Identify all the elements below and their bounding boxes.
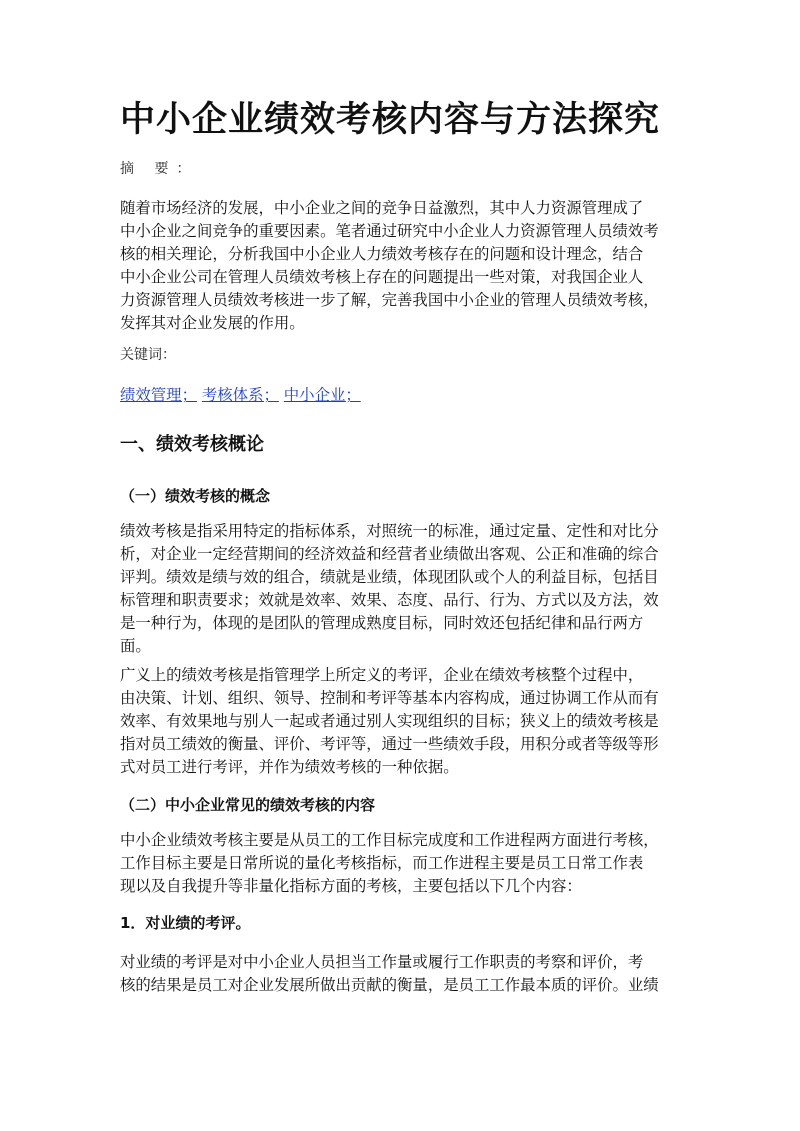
text-line: 标管理和职责要求；效就是效率、效果、态度、品行、行为、方式以及方法，效	[120, 591, 659, 609]
text-line: 式对员工进行考评，并作为绩效考核的一种依据。	[120, 758, 459, 776]
broad-definition-paragraph	[120, 664, 682, 779]
text-line: 中小企业绩效考核主要是从员工的工作目标完成度和工作进程两方面进行考核，	[120, 831, 659, 849]
keyword-separator: ；	[181, 386, 197, 404]
keyword-separator: ；	[263, 386, 279, 404]
keyword-link[interactable]: 中小企业	[283, 386, 346, 404]
performance-paragraph	[120, 951, 682, 997]
text-line: 广义上的绩效考核是指管理学上所定义的考评，企业在绩效考核整个过程中，	[120, 666, 644, 684]
content-paragraph	[120, 829, 682, 898]
text-line: 核的结果是员工对企业发展所做出贡献的衡量，是员工工作最本质的评价。业绩	[120, 976, 659, 994]
keywords-label: 关键词：	[120, 347, 176, 363]
text-line: 工作目标主要是日常所说的量化考核指标，而工作进程主要是员工日常工作表	[120, 854, 644, 872]
abstract-paragraph	[120, 197, 682, 335]
text-line: 面。	[120, 637, 151, 655]
keyword-link[interactable]: 考核体系	[201, 386, 264, 404]
text-line: 中小企业之间竞争的重要因素。笔者通过研究中小企业人力资源管理人员绩效考	[120, 222, 659, 240]
text-line: 中小企业公司在管理人员绩效考核上存在的问题提出一些对策，对我国企业人	[120, 268, 644, 286]
text-line: 析，对企业一定经营期间的经济效益和经营者业绩做出客观、公正和准确的综合	[120, 545, 659, 563]
keyword-link[interactable]: 绩效管理	[120, 386, 182, 404]
text-line: 是一种行为，体现的是团队的管理成熟度目标，同时效还包括纪律和品行两方	[120, 614, 644, 632]
section-heading: 一、绩效考核概论	[120, 434, 264, 455]
keyword-separator: ；	[345, 386, 361, 404]
text-line: 对业绩的考评是对中小企业人员担当工作量或履行工作职责的考察和评价，考	[120, 953, 644, 971]
abstract-label: 摘 要：	[120, 161, 199, 177]
keywords-list	[120, 383, 361, 405]
text-line: 评判。绩效是绩与效的组合，绩就是业绩，体现团队或个人的利益目标，包括目	[120, 568, 659, 586]
text-line: 现以及自我提升等非量化指标方面的考核，主要包括以下几个内容：	[120, 877, 582, 895]
text-line: 随着市场经济的发展，中小企业之间的竞争日益激烈，其中人力资源管理成了	[120, 199, 644, 217]
page-title: 中小企业绩效考核内容与方法探究	[120, 100, 661, 140]
text-line: 核的相关理论，分析我国中小企业人力绩效考核存在的问题和设计理念，结合	[120, 245, 644, 263]
text-line: 指对员工绩效的衡量、评价、考评等，通过一些绩效手段，用积分或者等级等形	[120, 735, 659, 753]
text-line: 由决策、计划、组织、领导、控制和考评等基本内容构成，通过协调工作从而有	[120, 689, 659, 707]
item-heading: 1．对业绩的考评。	[120, 914, 251, 932]
subsection-heading: （一）绩效考核的概念	[120, 487, 271, 505]
text-line: 效率、有效果地与别人一起或者通过别人实现组织的目标；狭义上的绩效考核是	[120, 712, 659, 730]
subsection-heading: （二）中小企业常见的绩效考核的内容	[120, 796, 376, 814]
text-line: 力资源管理人员绩效考核进一步了解，完善我国中小企业的管理人员绩效考核，	[120, 291, 659, 309]
text-line: 绩效考核是指采用特定的指标体系，对照统一的标准，通过定量、定性和对比分	[120, 522, 659, 540]
concept-paragraph	[120, 520, 682, 658]
text-line: 发挥其对企业发展的作用。	[120, 314, 305, 332]
